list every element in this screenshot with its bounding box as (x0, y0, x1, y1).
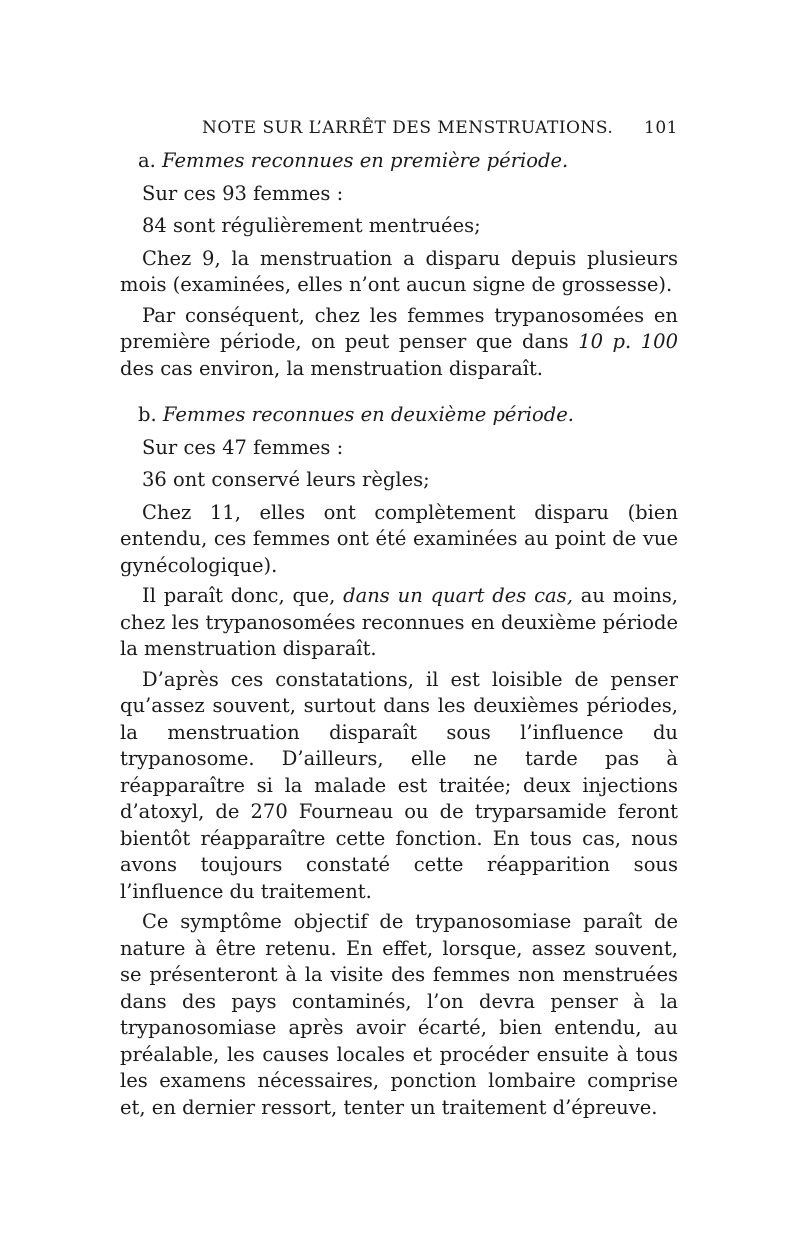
section-a-title: Femmes reconnues en première période. (162, 149, 569, 172)
section-b-p2-text-2: au moins, chez les trypanosomées reconnues en deuxième période la menstruation disparaît. (120, 584, 678, 660)
section-a-p2-text-1: Par conséquent, chez les femmes trypanosomées en première période, on peut penser que dans (120, 303, 678, 353)
book-page (120, 118, 678, 1125)
section-a-paragraph-2 (120, 303, 678, 383)
section-b-heading (120, 402, 678, 429)
page-number: 101 (644, 118, 678, 138)
section-b-paragraph-2 (120, 583, 678, 663)
section-a-paragraph-1: Chez 9, la menstruation a disparu depuis plusieurs mois (examinées, elles n’ont aucun signe de grossesse). (120, 246, 678, 296)
section-b-p2-emphasis: dans un quart des cas, (343, 584, 573, 607)
section-b-count: Sur ces 47 femmes : (142, 435, 344, 459)
body-text (120, 148, 678, 1121)
section-b-paragraph-3: D’après ces constatations, il est loisible de penser qu’assez souvent, surtout dans les deuxièmes périodes, la menstruation disparaît sous l’influence du trypanosome. D’ailleurs, elle ne tarde pas à réapparaître si la malade est traitée; deux injections d’atoxyl, de 270 Fourneau ou de tryparsamide feront bientôt réapparaître cette fonction. En tous cas, nous avons toujours constaté cette réapparition sous l’influence du traitement. (120, 667, 678, 903)
running-head (120, 118, 678, 144)
section-b-p2-text-1: Il paraît donc, que, (142, 584, 344, 607)
section-a-count: Sur ces 93 femmes : (142, 181, 344, 205)
section-b-retained: 36 ont conservé leurs règles; (142, 468, 430, 491)
section-a-menstruated: 84 sont régulièrement mentruées; (142, 214, 481, 237)
section-b-title: Femmes reconnues en deuxième période. (162, 403, 574, 426)
section-a-marker: a. (138, 149, 156, 172)
section-b-marker: b. (138, 403, 157, 426)
section-b-paragraph-4: Ce symptôme objectif de trypanosomiase paraît de nature à être retenu. En effet, lorsque, assez souvent, se présenteront à la visite des femmes non menstruées dans des pays contaminés, l’on devra penser à la trypanosomiase après avoir écarté, bien entendu, au préalable, les causes locales et procéder ensuite à tous les examens nécessaires, ponction lombaire comprise et, en dernier ressort, tenter un traitement d’épreuve. (120, 910, 678, 1119)
section-a-p2-text-2: des cas environ, la menstruation disparaît. (120, 356, 543, 380)
section-b-paragraph-1: Chez 11, elles ont complètement disparu (bien entendu, ces femmes ont été examinées au point de vue gynécologique). (120, 500, 678, 577)
section-a-p2-emphasis: 10 p. 100 (578, 330, 678, 353)
section-a-heading (120, 148, 678, 175)
running-title: NOTE SUR L’ARRÊT DES MENSTRUATIONS. (202, 118, 614, 138)
